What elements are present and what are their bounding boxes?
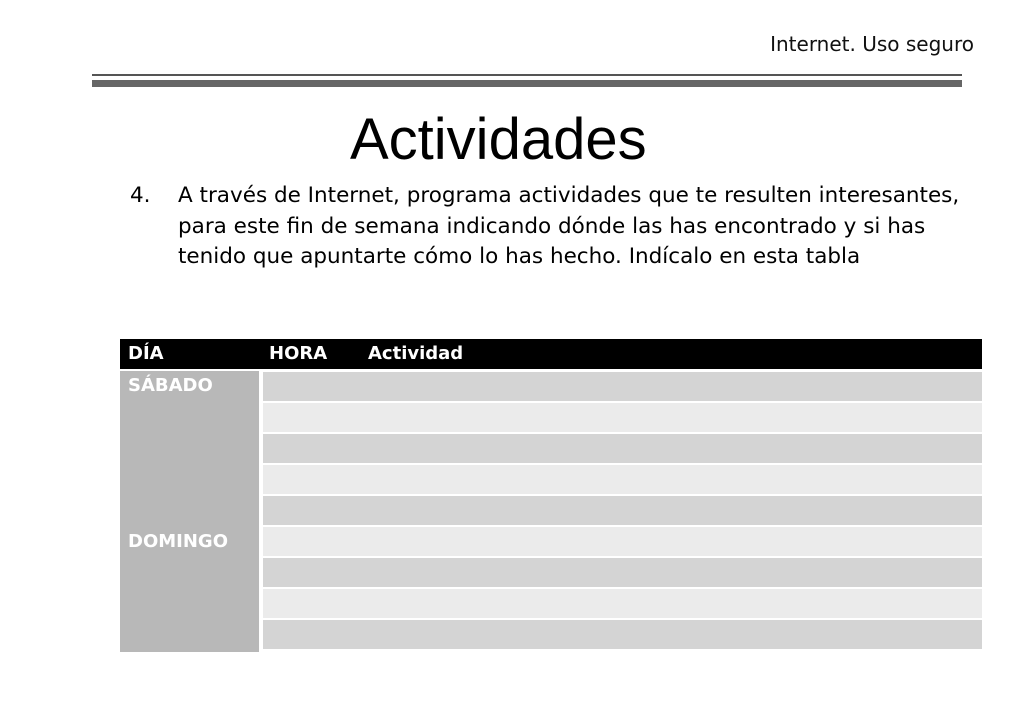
day-column bbox=[120, 371, 259, 652]
column-header-activity: Actividad bbox=[368, 343, 464, 364]
activities-table bbox=[120, 339, 982, 652]
day-label-saturday: SÁBADO bbox=[128, 375, 213, 396]
table-row[interactable] bbox=[263, 403, 982, 432]
header-divider-thick bbox=[92, 80, 962, 87]
table-row[interactable] bbox=[263, 589, 982, 618]
instruction-text: A través de Internet, programa actividades que te resulten interesantes, para este fin de semana indicando dónde las has encontrado y si has tenido que apuntarte cómo lo has hecho. Indícalo en esta tabla bbox=[178, 183, 960, 269]
table-row[interactable] bbox=[263, 496, 982, 525]
table-row[interactable] bbox=[263, 558, 982, 587]
table-row[interactable] bbox=[263, 465, 982, 494]
table-row[interactable] bbox=[263, 434, 982, 463]
table-row[interactable] bbox=[263, 372, 982, 401]
table-header bbox=[120, 339, 982, 369]
header-divider-thin bbox=[92, 74, 962, 76]
column-header-time: HORA bbox=[269, 343, 328, 364]
header-title: Internet. Uso seguro bbox=[770, 32, 974, 56]
instruction-item bbox=[130, 181, 970, 273]
day-label-sunday: DOMINGO bbox=[128, 531, 228, 552]
instruction-number: 4. bbox=[130, 183, 151, 208]
page-title: Actividades bbox=[350, 107, 647, 172]
column-header-day: DÍA bbox=[128, 343, 164, 364]
table-row[interactable] bbox=[263, 620, 982, 649]
table-row[interactable] bbox=[263, 527, 982, 556]
